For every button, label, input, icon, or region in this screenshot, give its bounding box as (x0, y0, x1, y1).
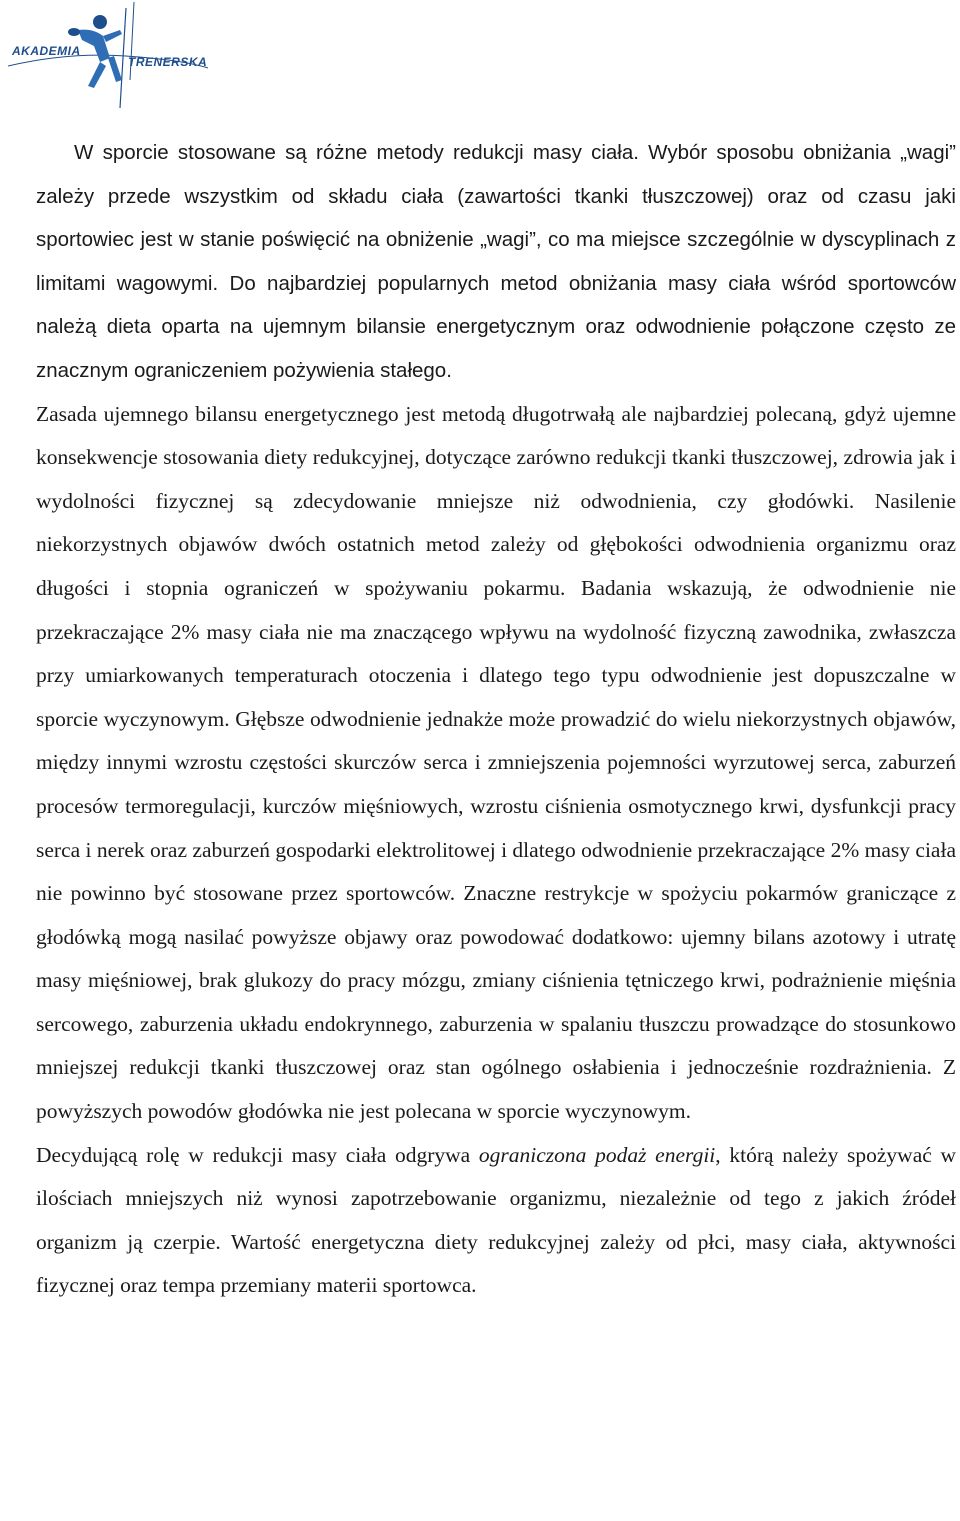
paragraph-3-before: Decydującą rolę w redukcji masy ciała odgrywa (36, 1142, 479, 1167)
paragraph-1 (36, 131, 956, 393)
paragraph-3-after: , którą należy spożywać w ilościach mniejszych niż wynosi zapotrzebowanie organizmu, niezależnie od tego z jakich źródeł organizm ją czerpie. Wartość energetyczna diety redukcyjnej zależy od płci, masy ciała, aktywności fizycznej oraz tempa przemiany materii sportowca. (36, 1142, 957, 1298)
paragraph-1-text: W sporcie stosowane są różne metody redukcji masy ciała. Wybór sposobu obniżania „wagi” zależy przede wszystkim od składu ciała (zawartości tkanki tłuszczowej) oraz od czasu jaki sportowiec jest w stanie poświęcić na obniżenie „wagi”, co ma miejsce szczególnie w dyscyplinach z limitami wagowymi. Do najbardziej popularnych metod obniżania masy ciała wśród sportowców należą dieta oparta na ujemnym bilansie energetycznym oraz odwodnienie połączone często ze znacznym ograniczeniem pożywienia stałego. (36, 141, 956, 382)
paragraph-2-text: Zasada ujemnego bilansu energetycznego jest metodą długotrwałą ale najbardziej polecaną, gdyż ujemne konsekwencje stosowania diety redukcyjnej, dotyczące zarówno redukcji tkanki tłuszczowej, zdrowia jak i wydolności fizycznej są zdecydowanie mniejsze niż odwodnienia, czy głodówki. Nasilenie niekorzystnych objawów dwóch ostatnich metod zależy od głębokości odwodnienia organizmu oraz długości i stopnia ograniczeń w spożywaniu pokarmu. Badania wskazują, że odwodnienie nie przekraczające 2% masy ciała nie ma znaczącego wpływu na wydolność fizyczną zawodnika, zwłaszcza przy umiarkowanych temperaturach otoczenia i dlatego tego typu odwodnienie jest dopuszczalne w sporcie wyczynowym. Głębsze odwodnienie jednakże może prowadzić do wielu niekorzystnych objawów, między innymi wzrostu częstości skurczów serca i zmniejszenia pojemności wyrzutowej serca, zaburzeń procesów termoregulacji, kurczów mięśniowych, wzrostu ciśnienia osmotycznego krwi, dysfunkcji pracy serca i nerek oraz zaburzeń gospodarki elektrolitowej i dlatego odwodnienie przekraczające 2% masy ciała nie powinno być stosowane przez sportowców. Znaczne restrykcje w spożyciu pokarmów graniczące z głodówką mogą nasilać powyższe objawy oraz powodować dodatkowo: ujemny bilans azotowy i utratę masy mięśniowej, brak glukozy do pracy mózgu, zmiany ciśnienia tętniczego krwi, podrażnienie mięśnia sercowego, zaburzenia układu endokrynnego, zaburzenia w spalaniu tłuszczu prowadzące do stosunkowo mniejszej redukcji tkanki tłuszczowej oraz stan ogólnego osłabienia i jednocześnie rozdrażnienia. Z powyższych powodów głodówka nie jest polecana w sporcie wyczynowym. (36, 401, 956, 1124)
logo (8, 0, 208, 110)
emphasized-phrase: ograniczona podaż energii (478, 1142, 716, 1167)
paragraph-2 (36, 393, 956, 1134)
logo-line-2: TRENERSKA (128, 55, 208, 69)
article-body (36, 131, 956, 1308)
paragraph-3 (36, 1134, 956, 1308)
logo-line-1: AKADEMIA (12, 44, 81, 58)
